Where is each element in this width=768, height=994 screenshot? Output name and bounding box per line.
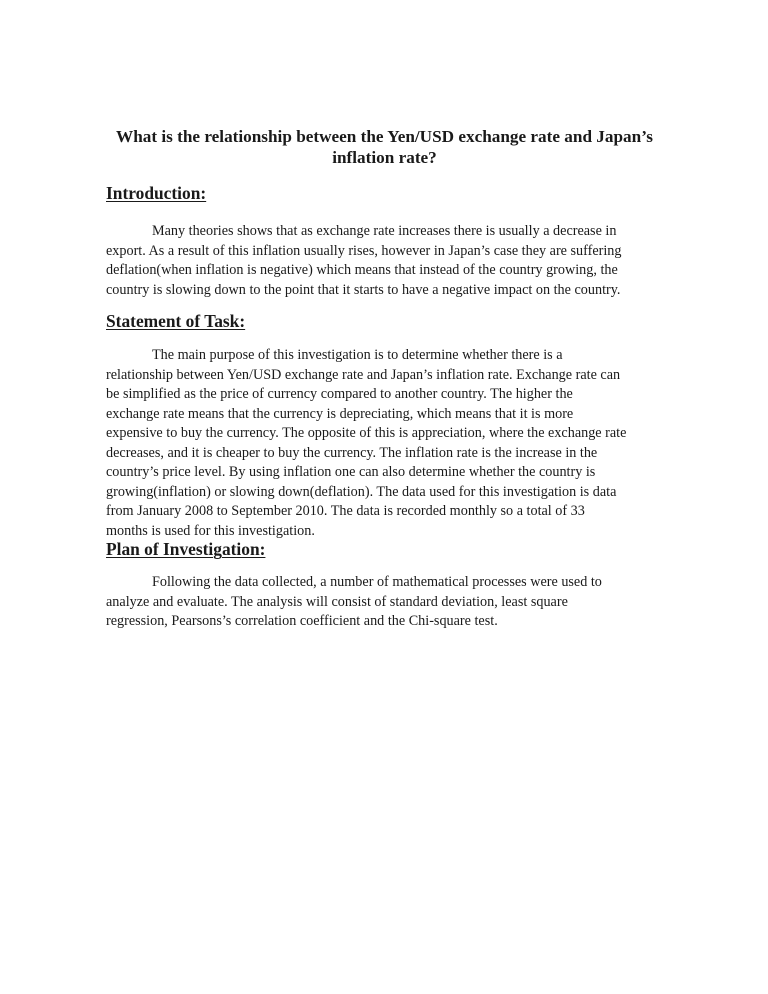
text-line: country’s price level. By using inflation one can also determine whether the country is bbox=[106, 464, 596, 480]
text-line: export. As a result of this inflation usually rises, however in Japan’s case they are suffering bbox=[106, 242, 622, 259]
text-line: regression, Pearsons’s correlation coefficient and the Chi-square test. bbox=[106, 613, 498, 629]
section-body-introduction bbox=[106, 222, 668, 300]
document-title: What is the relationship between the Yen/USD exchange rate and Japan’s inflation rate? bbox=[116, 127, 653, 167]
text-line: growing(inflation) or slowing down(deflation). The data used for this investigation is data bbox=[106, 483, 617, 500]
section-heading-plan-of-investigation: Plan of Investigation: bbox=[106, 539, 266, 559]
text-line: analyze and evaluate. The analysis will consist of standard deviation, least square bbox=[106, 593, 568, 610]
text-line: from January 2008 to September 2010. The data is recorded monthly so a total of 33 bbox=[106, 503, 585, 519]
text-line: The main purpose of this investigation is to determine whether there is a bbox=[152, 347, 563, 363]
text-line: expensive to buy the currency. The opposite of this is appreciation, where the exchange rate bbox=[106, 425, 627, 441]
section-body-plan-of-investigation bbox=[106, 573, 668, 632]
section-heading-statement-of-task: Statement of Task: bbox=[106, 311, 246, 331]
text-line: be simplified as the price of currency compared to another country. The higher the bbox=[106, 386, 573, 402]
text-line: exchange rate means that the currency is depreciating, which means that it is more bbox=[106, 405, 574, 422]
section-heading-introduction: Introduction: bbox=[106, 183, 207, 203]
text-line: deflation(when inflation is negative) which means that instead of the country growing, the bbox=[106, 262, 618, 278]
text-line: country is slowing down to the point that it starts to have a negative impact on the country. bbox=[106, 281, 621, 298]
text-line: Following the data collected, a number of mathematical processes were used to bbox=[152, 574, 602, 590]
text-line: decreases, and it is cheaper to buy the currency. The inflation rate is the increase in the bbox=[106, 444, 598, 461]
text-line: months is used for this investigation. bbox=[106, 522, 315, 539]
text-line: Many theories shows that as exchange rate increases there is usually a decrease in bbox=[152, 223, 617, 239]
text-line: relationship between Yen/USD exchange rate and Japan’s inflation rate. Exchange rate can bbox=[106, 366, 621, 383]
section-body-statement-of-task bbox=[106, 346, 668, 541]
